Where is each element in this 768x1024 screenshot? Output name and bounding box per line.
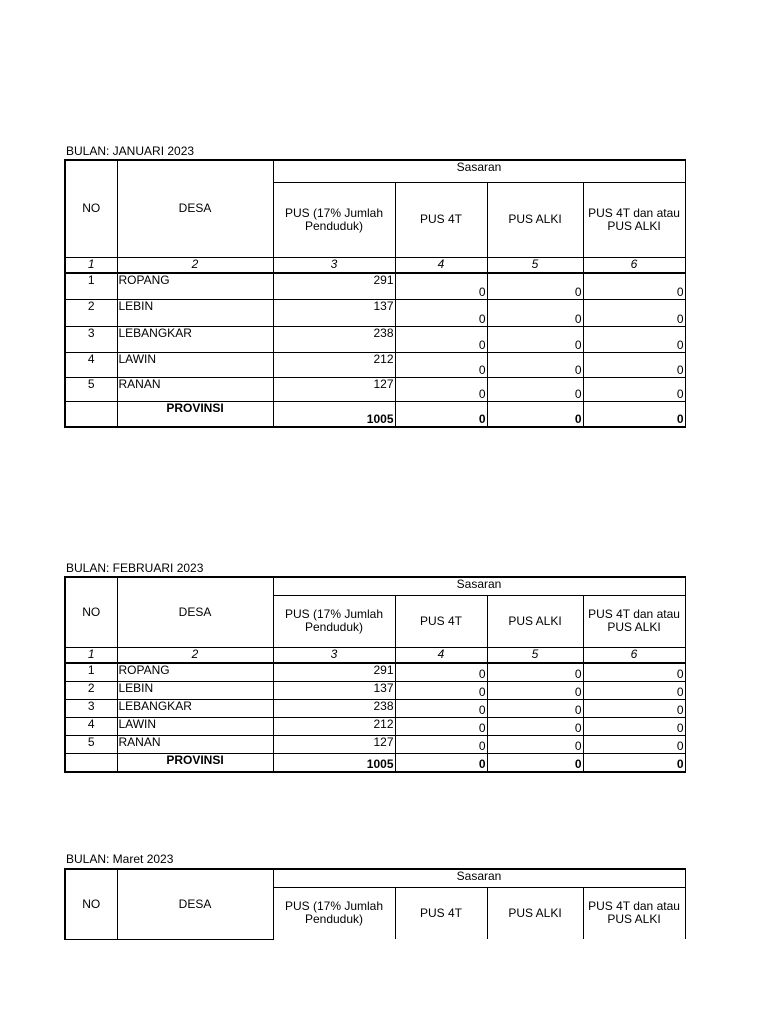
- header-sasaran: Sasaran: [273, 577, 685, 595]
- table-row: [65, 735, 685, 753]
- cell-desa: RANAN: [117, 735, 273, 753]
- table-row: [65, 299, 685, 326]
- cell-pus-4t-alki: 0: [583, 377, 685, 401]
- cell-pus-alki: 0: [487, 299, 583, 326]
- cell-pus-alki: 0: [487, 717, 583, 735]
- data-table-februari: [64, 576, 686, 773]
- total-pus-4t-alki: 0: [583, 753, 685, 772]
- cell-pus: 291: [273, 663, 395, 681]
- cell-pus-4t: 0: [395, 299, 487, 326]
- cell-desa: LEBIN: [117, 681, 273, 699]
- header-desa: DESA: [117, 577, 273, 647]
- cell-pus: 212: [273, 717, 395, 735]
- cell-desa: LAWIN: [117, 352, 273, 377]
- total-pus-4t: 0: [395, 401, 487, 427]
- cell-no: 3: [65, 326, 117, 352]
- column-index: 4: [395, 257, 487, 273]
- column-index: 2: [117, 257, 273, 273]
- total-pus-alki: 0: [487, 753, 583, 772]
- cell-pus-alki: 0: [487, 377, 583, 401]
- cell-pus-alki: 0: [487, 663, 583, 681]
- header-no: NO: [65, 577, 117, 647]
- table-row: [65, 699, 685, 717]
- cell-pus: 238: [273, 699, 395, 717]
- total-row: [65, 753, 685, 772]
- cell-desa: LEBANGKAR: [117, 699, 273, 717]
- cell-no: 5: [65, 377, 117, 401]
- cell-desa: ROPANG: [117, 663, 273, 681]
- column-index: 1: [65, 257, 117, 273]
- cell-pus: 137: [273, 299, 395, 326]
- column-index: 6: [583, 647, 685, 663]
- cell-pus-4t: 0: [395, 699, 487, 717]
- cell-pus: 238: [273, 326, 395, 352]
- column-index: 1: [65, 647, 117, 663]
- cell-pus: 291: [273, 273, 395, 299]
- cell-pus-4t-alki: 0: [583, 699, 685, 717]
- header-pus: PUS (17% Jumlah Penduduk): [273, 595, 395, 647]
- header-no: NO: [65, 869, 117, 939]
- cell-pus-alki: 0: [487, 273, 583, 299]
- header-pus-4t: PUS 4T: [395, 887, 487, 939]
- table-row: [65, 326, 685, 352]
- header-pus: PUS (17% Jumlah Penduduk): [273, 182, 395, 257]
- header-pus-4t-alki: PUS 4T dan atau PUS ALKI: [583, 595, 685, 647]
- header-pus-alki: PUS ALKI: [487, 887, 583, 939]
- column-index: 3: [273, 257, 395, 273]
- table-row: [65, 663, 685, 681]
- cell-pus-alki: 0: [487, 326, 583, 352]
- column-index: 5: [487, 647, 583, 663]
- header-desa: DESA: [117, 160, 273, 257]
- cell-pus-4t-alki: 0: [583, 663, 685, 681]
- column-index: 2: [117, 647, 273, 663]
- cell-desa: LAWIN: [117, 717, 273, 735]
- cell-pus-4t: 0: [395, 663, 487, 681]
- header-desa: DESA: [117, 869, 273, 939]
- total-pus: 1005: [273, 401, 395, 427]
- cell-pus-4t: 0: [395, 681, 487, 699]
- header-no: NO: [65, 160, 117, 257]
- cell-desa: ROPANG: [117, 273, 273, 299]
- cell-no: 3: [65, 699, 117, 717]
- cell-pus-4t: 0: [395, 273, 487, 299]
- table-row: [65, 273, 685, 299]
- header-sasaran: Sasaran: [273, 160, 685, 182]
- header-pus: PUS (17% Jumlah Penduduk): [273, 887, 395, 939]
- cell-no: [65, 401, 117, 427]
- cell-desa: LEBANGKAR: [117, 326, 273, 352]
- cell-pus-4t-alki: 0: [583, 299, 685, 326]
- cell-pus-alki: 0: [487, 352, 583, 377]
- header-pus-4t: PUS 4T: [395, 182, 487, 257]
- header-pus-4t-alki: PUS 4T dan atau PUS ALKI: [583, 887, 685, 939]
- cell-no: 2: [65, 681, 117, 699]
- column-index: 5: [487, 257, 583, 273]
- table-row: [65, 717, 685, 735]
- cell-no: 4: [65, 717, 117, 735]
- cell-pus-4t-alki: 0: [583, 352, 685, 377]
- header-pus-alki: PUS ALKI: [487, 595, 583, 647]
- cell-desa: RANAN: [117, 377, 273, 401]
- cell-pus-alki: 0: [487, 699, 583, 717]
- cell-no: 4: [65, 352, 117, 377]
- data-table-maret: [64, 868, 686, 940]
- cell-pus-4t: 0: [395, 326, 487, 352]
- cell-pus-alki: 0: [487, 681, 583, 699]
- total-pus: 1005: [273, 753, 395, 772]
- column-index: 6: [583, 257, 685, 273]
- cell-no: 5: [65, 735, 117, 753]
- cell-no: [65, 753, 117, 772]
- cell-desa: LEBIN: [117, 299, 273, 326]
- header-pus-4t-alki: PUS 4T dan atau PUS ALKI: [583, 182, 685, 257]
- table-title-februari: BULAN: FEBRUARI 2023: [66, 561, 204, 575]
- cell-pus-alki: 0: [487, 735, 583, 753]
- table-row: [65, 681, 685, 699]
- cell-pus-4t-alki: 0: [583, 735, 685, 753]
- cell-pus-4t: 0: [395, 377, 487, 401]
- cell-pus: 212: [273, 352, 395, 377]
- table-row: [65, 377, 685, 401]
- cell-no: 1: [65, 663, 117, 681]
- total-pus-4t: 0: [395, 753, 487, 772]
- cell-pus: 127: [273, 377, 395, 401]
- column-index: 4: [395, 647, 487, 663]
- cell-pus-4t-alki: 0: [583, 326, 685, 352]
- header-pus-4t: PUS 4T: [395, 595, 487, 647]
- cell-pus-4t-alki: 0: [583, 681, 685, 699]
- cell-pus-4t-alki: 0: [583, 717, 685, 735]
- cell-pus-4t: 0: [395, 352, 487, 377]
- table-row: [65, 352, 685, 377]
- total-pus-4t-alki: 0: [583, 401, 685, 427]
- cell-pus: 127: [273, 735, 395, 753]
- cell-no: 1: [65, 273, 117, 299]
- total-label: PROVINSI: [117, 753, 273, 772]
- cell-pus: 137: [273, 681, 395, 699]
- column-index: 3: [273, 647, 395, 663]
- total-pus-alki: 0: [487, 401, 583, 427]
- cell-no: 2: [65, 299, 117, 326]
- cell-pus-4t: 0: [395, 717, 487, 735]
- cell-pus-4t: 0: [395, 735, 487, 753]
- total-row: [65, 401, 685, 427]
- header-pus-alki: PUS ALKI: [487, 182, 583, 257]
- table-title-januari: BULAN: JANUARI 2023: [66, 144, 195, 158]
- table-title-maret: BULAN: Maret 2023: [66, 852, 174, 866]
- cell-pus-4t-alki: 0: [583, 273, 685, 299]
- header-sasaran: Sasaran: [273, 869, 685, 887]
- total-label: PROVINSI: [117, 401, 273, 427]
- data-table-januari: [64, 159, 686, 428]
